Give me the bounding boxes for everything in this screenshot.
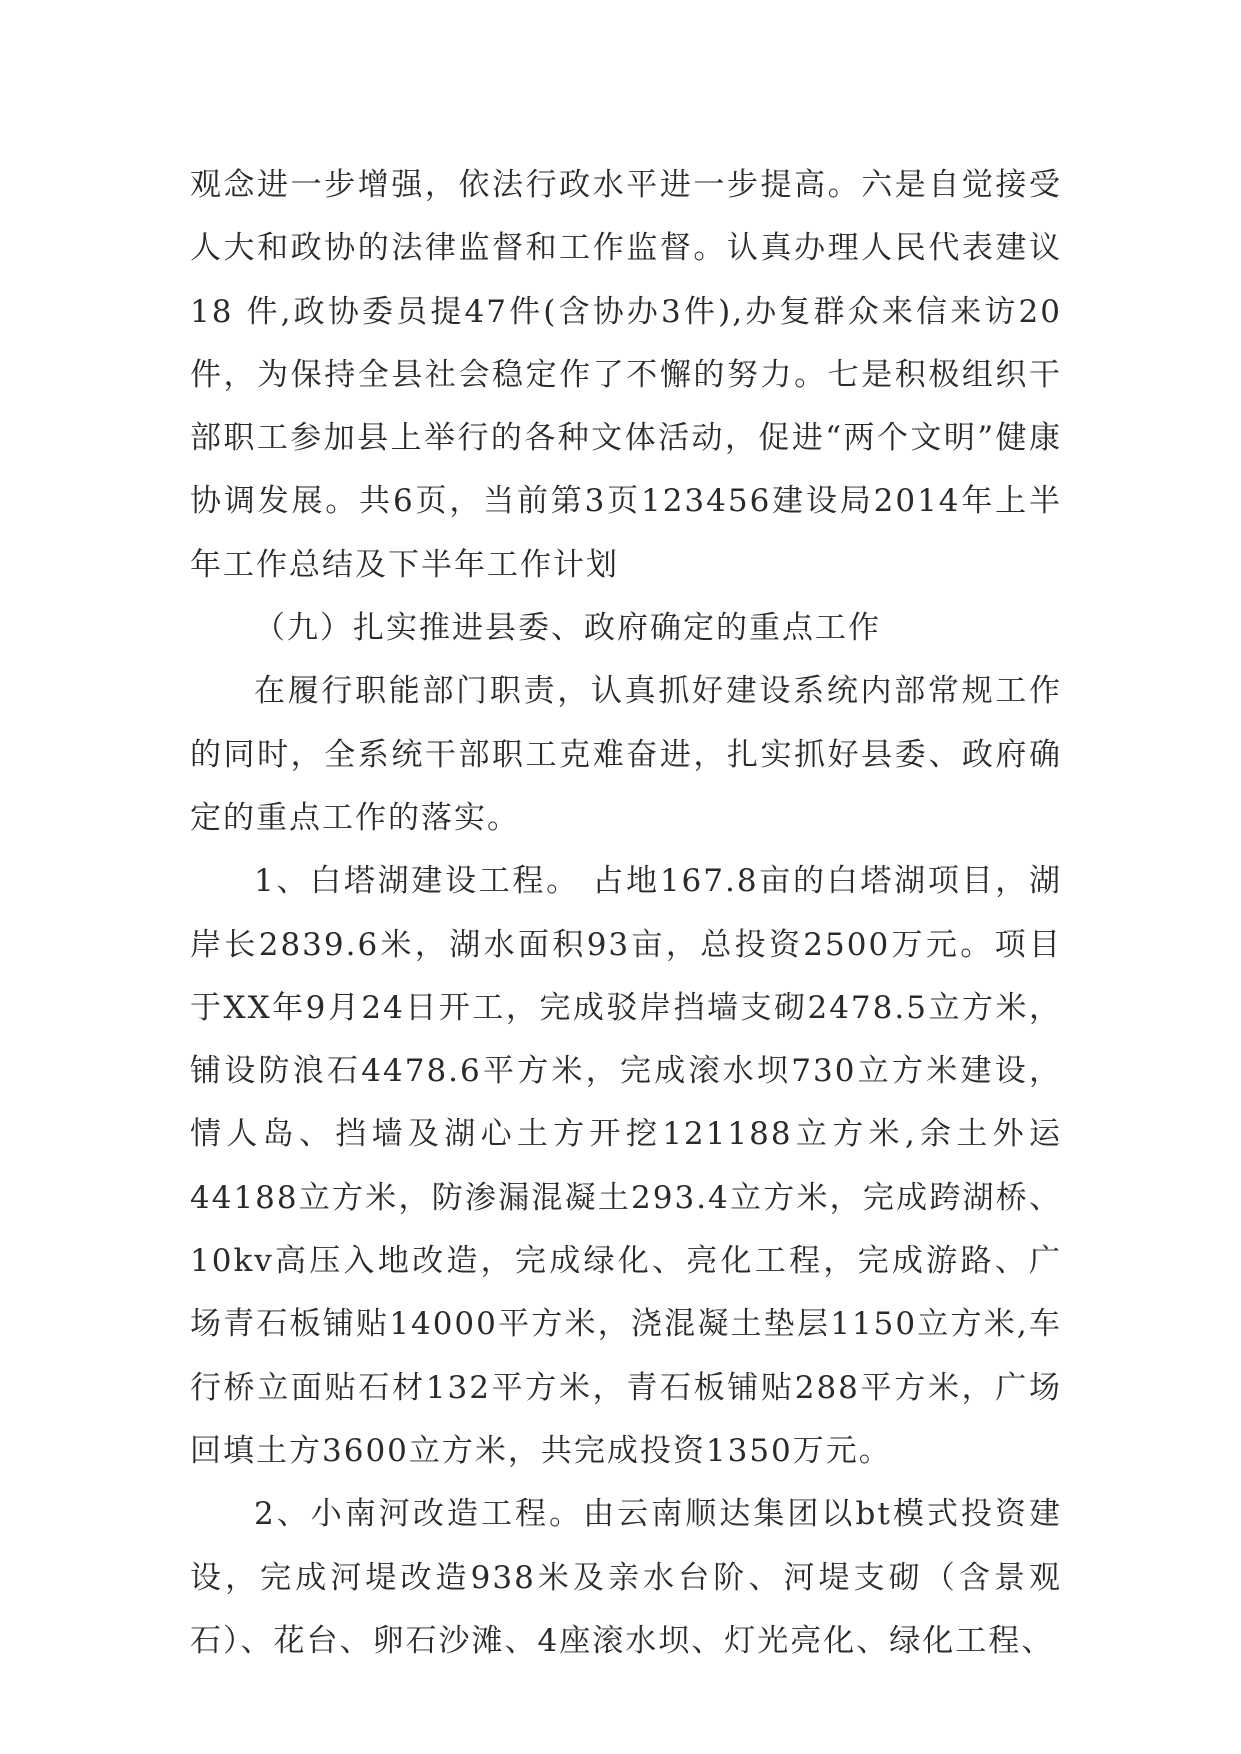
document-page xyxy=(190,0,1062,1754)
document-body xyxy=(190,154,1062,1673)
paragraph-1: 观念进一步增强，依法行政水平进一步提高。六是自觉接受人大和政协的法律监督和工作监督。认真办理人民代表建议18 件,政协委员提47件(含协办3件),办复群众来信来访20件，为保持全县社会稳定作了不懈的努力。七是积极组织干部职工参加县上举行的各种文体活动，促进“两个文明”健康协调发展。共6页，当前第3页123456建设局2014年上半年工作总结及下半年工作计划 xyxy=(190,167,1062,583)
section-heading-9: （九）扎实推进县委、政府确定的重点工作 xyxy=(254,610,881,647)
paragraph-2: 在履行职能部门职责，认真抓好建设系统内部常规工作的同时，全系统干部职工克难奋进，扎实抓好县委、政府确定的重点工作的落实。 xyxy=(190,673,1062,836)
paragraph-xiaonan-river: 2、小南河改造工程。由云南顺达集团以bt模式投资建设，完成河堤改造938米及亲水台阶、河堤支砌（含景观石）、花台、卵石沙滩、4座滚水坝、灯光亮化、绿化工程、 xyxy=(190,1496,1062,1659)
paragraph-baita-lake: 1、白塔湖建设工程。 占地167.8亩的白塔湖项目，湖岸长2839.6米，湖水面积93亩，总投资2500万元。项目于XX年9月24日开工，完成驳岸挡墙支砌2478.5立方米，铺设防浪石4478.6平方米，完成滚水坝730立方米建设，情人岛、挡墙及湖心土方开挖121188立方米,余土外运44188立方米，防渗漏混凝土293.4立方米，完成跨湖桥、10kv高压入地改造，完成绿化、亮化工程，完成游路、广场青石板铺贴14000平方米，浇混凝土垫层1150立方米,车行桥立面贴石材132平方米，青石板铺贴288平方米，广场回填土方3600立方米，共完成投资1350万元。 xyxy=(190,863,1062,1469)
